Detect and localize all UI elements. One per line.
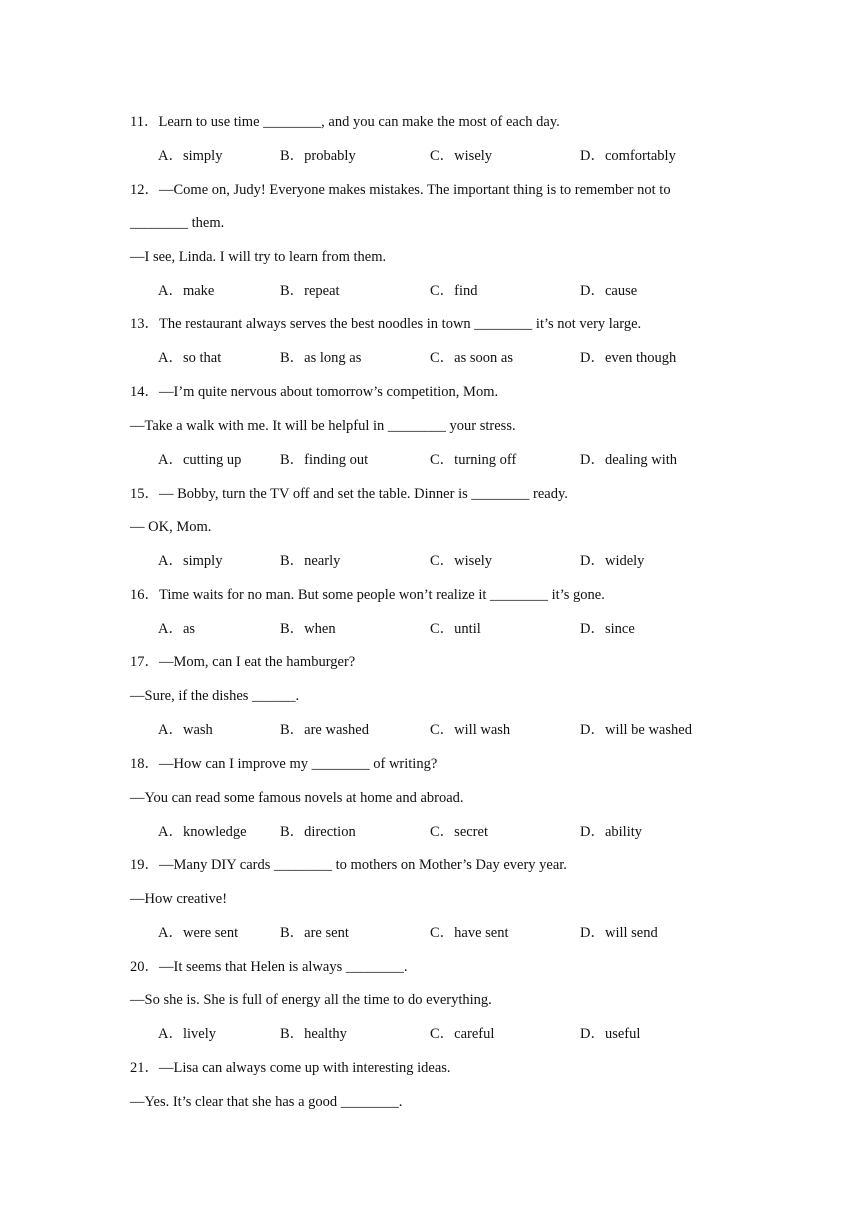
question-12-stem: 12．—Come on, Judy! Everyone makes mistakes. The important thing is to remember not to	[130, 182, 671, 198]
option-b: B．when	[280, 621, 336, 637]
question-14-reply: —Take a walk with me. It will be helpful in ________ your stress.	[130, 418, 516, 434]
option-a: A．so that	[158, 350, 222, 366]
option-b: B．finding out	[280, 452, 369, 468]
option-b: B．healthy	[280, 1026, 347, 1042]
option-d: D．dealing with	[580, 452, 678, 468]
question-20-reply: —So she is. She is full of energy all the time to do everything.	[130, 992, 492, 1008]
question-21-reply: —Yes. It’s clear that she has a good ________.	[130, 1094, 403, 1110]
option-b: B．as long as	[280, 350, 362, 366]
option-c: C．careful	[430, 1026, 495, 1042]
option-d: D．will send	[580, 925, 658, 941]
option-d: D．comfortably	[580, 148, 676, 164]
option-b: B．probably	[280, 148, 356, 164]
option-d: D．widely	[580, 553, 645, 569]
question-21-stem: 21．—Lisa can always come up with interesting ideas.	[130, 1060, 451, 1076]
option-c: C．will wash	[430, 722, 511, 738]
option-d: D．will be washed	[580, 722, 692, 738]
question-11-options	[158, 146, 758, 166]
question-20-stem: 20．—It seems that Helen is always ________.	[130, 959, 408, 975]
question-18-stem: 18．—How can I improve my ________ of writing?	[130, 756, 438, 772]
option-b: B．are sent	[280, 925, 349, 941]
question-19-reply: —How creative!	[130, 891, 228, 907]
question-15-reply: — OK, Mom.	[130, 519, 212, 535]
option-a: A．simply	[158, 148, 223, 164]
option-c: C．wisely	[430, 553, 493, 569]
question-19-options	[158, 923, 758, 943]
option-c: C．find	[430, 283, 478, 299]
question-17-stem: 17．—Mom, can I eat the hamburger?	[130, 654, 356, 670]
option-c: C．until	[430, 621, 481, 637]
question-12-reply: —I see, Linda. I will try to learn from them.	[130, 249, 387, 265]
question-15-options	[158, 551, 758, 571]
option-b: B．repeat	[280, 283, 340, 299]
question-17-reply: —Sure, if the dishes ______.	[130, 688, 300, 704]
option-d: D．since	[580, 621, 635, 637]
option-a: A．simply	[158, 553, 223, 569]
option-a: A．knowledge	[158, 824, 247, 840]
question-16-stem: 16．Time waits for no man. But some people won’t realize it ________ it’s gone.	[130, 587, 605, 603]
question-16-options	[158, 619, 758, 639]
option-d: D．even though	[580, 350, 677, 366]
question-12-options	[158, 281, 758, 301]
question-20-options	[158, 1024, 758, 1044]
question-14-options	[158, 450, 758, 470]
question-13-options	[158, 348, 758, 368]
option-c: C．turning off	[430, 452, 517, 468]
option-a: A．make	[158, 283, 215, 299]
option-c: C．as soon as	[430, 350, 513, 366]
option-a: A．cutting up	[158, 452, 242, 468]
option-b: B．direction	[280, 824, 356, 840]
question-13-stem: 13．The restaurant always serves the best noodles in town ________ it’s not very large.	[130, 316, 642, 332]
option-a: A．lively	[158, 1026, 216, 1042]
option-d: D．cause	[580, 283, 638, 299]
question-12-stem-cont: ________ them.	[130, 215, 225, 231]
option-c: C．wisely	[430, 148, 493, 164]
option-a: A．as	[158, 621, 196, 637]
question-14-stem: 14．—I’m quite nervous about tomorrow’s competition, Mom.	[130, 384, 499, 400]
question-11-stem: 11．Learn to use time ________, and you can make the most of each day.	[130, 114, 560, 130]
question-19-stem: 19．—Many DIY cards ________ to mothers on Mother’s Day every year.	[130, 857, 567, 873]
question-15-stem: 15．— Bobby, turn the TV off and set the table. Dinner is ________ ready.	[130, 486, 568, 502]
option-d: D．useful	[580, 1026, 641, 1042]
option-a: A．were sent	[158, 925, 239, 941]
option-b: B．nearly	[280, 553, 341, 569]
option-c: C．secret	[430, 824, 488, 840]
option-d: D．ability	[580, 824, 643, 840]
option-a: A．wash	[158, 722, 213, 738]
option-c: C．have sent	[430, 925, 509, 941]
question-17-options	[158, 720, 758, 740]
option-b: B．are washed	[280, 722, 369, 738]
question-18-options	[158, 822, 758, 842]
question-18-reply: —You can read some famous novels at home and abroad.	[130, 790, 464, 806]
